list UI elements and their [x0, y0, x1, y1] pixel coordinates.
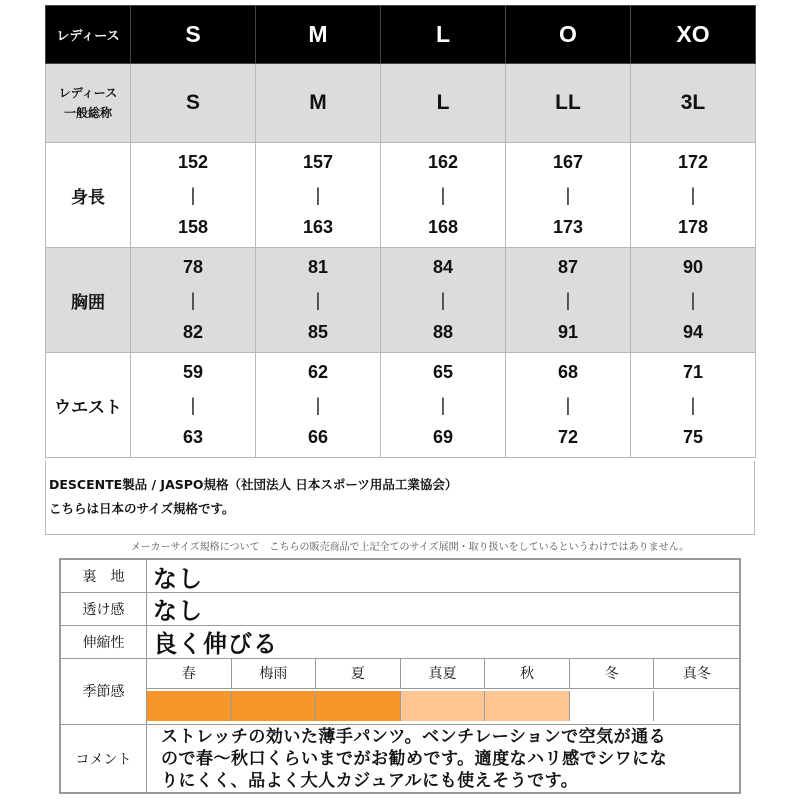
jaspo-note: DESCENTE製品 / JASPO規格（社団法人 日本スポーツ用品工業協会） — [49, 477, 458, 492]
season-level-bar — [147, 691, 232, 721]
height-range: 172 | 178 — [677, 152, 709, 237]
season-level-bar — [232, 691, 317, 721]
height-range: 152 | 158 — [177, 152, 209, 237]
lining-label: 裏 地 — [61, 560, 147, 592]
waist-row — [46, 353, 756, 458]
sheer-row — [61, 592, 739, 626]
season-level-bar — [570, 691, 655, 721]
season-label: 季節感 — [61, 658, 147, 724]
waist-label: ウエスト — [46, 353, 131, 458]
size-header-row — [46, 6, 756, 64]
height-label: 身長 — [46, 143, 131, 248]
season-level-bar — [401, 691, 486, 721]
comment-row — [61, 724, 739, 794]
comment-label: コメント — [61, 724, 147, 794]
general-size-cell: S — [131, 64, 256, 143]
height-row — [46, 143, 756, 248]
season-name: 真冬 — [654, 658, 739, 689]
waist-range: 62 | 66 — [307, 362, 329, 447]
maker-size-disclaimer: メーカーサイズ規格について こちらの販売商品で上記全てのサイズ展開・取り扱いをしているというわけではありません。 — [130, 542, 690, 553]
season-name: 春 — [147, 658, 232, 689]
general-size-row — [46, 64, 756, 143]
general-size-cell: L — [381, 64, 506, 143]
season-grid — [147, 658, 739, 724]
general-size-cell: LL — [506, 64, 631, 143]
season-name: 冬 — [570, 658, 655, 689]
chest-range: 81 | 85 — [307, 257, 329, 342]
waist-range: 71 | 75 — [682, 362, 704, 447]
chest-range: 78 | 82 — [182, 257, 204, 342]
chest-range: 87 | 91 — [557, 257, 579, 342]
chest-range: 90 | 94 — [682, 257, 704, 342]
comment-text — [161, 726, 737, 792]
general-label-line2: 一般総称 — [63, 106, 112, 120]
stretch-label: 伸縮性 — [61, 625, 147, 658]
season-name: 秋 — [485, 658, 570, 689]
sheer-label: 透け感 — [61, 592, 147, 625]
sheer-value: なし — [153, 597, 203, 625]
size-l: L — [381, 6, 506, 64]
chest-range: 84 | 88 — [432, 257, 454, 342]
japan-size-note: こちらは日本のサイズ規格です。 — [49, 501, 235, 516]
season-row — [61, 658, 739, 725]
general-label-line1: レディース — [58, 86, 118, 100]
chest-row — [46, 248, 756, 353]
lining-value: なし — [153, 564, 203, 593]
general-size-cell: 3L — [631, 64, 756, 143]
height-range: 162 | 168 — [427, 152, 459, 237]
stretch-row — [61, 625, 739, 659]
waist-range: 59 | 63 — [182, 362, 204, 447]
comment-line: りにくく、品よく大人カジュアルにも使えそうです。 — [161, 771, 579, 791]
height-range: 167 | 173 — [552, 152, 584, 237]
season-name: 真夏 — [401, 658, 486, 689]
comment-line: ストレッチの効いた薄手パンツ。ベンチレーションで空気が通る — [161, 727, 667, 747]
waist-range: 65 | 69 — [432, 362, 454, 447]
comment-line: ので春〜秋口くらいまでがお勧めです。適度なハリ感でシワにな — [161, 749, 668, 769]
size-header-label: レディース — [46, 6, 131, 64]
size-standard-note — [45, 461, 755, 535]
season-name: 夏 — [316, 658, 401, 689]
size-chart-table — [45, 5, 756, 458]
size-s: S — [131, 6, 256, 64]
lining-row — [61, 560, 739, 593]
size-o: O — [506, 6, 631, 64]
size-m: M — [256, 6, 381, 64]
season-name: 梅雨 — [232, 658, 317, 689]
size-xo: XO — [631, 6, 756, 64]
stretch-value: 良く伸びる — [153, 630, 278, 658]
product-attributes-table — [59, 558, 741, 794]
waist-range: 68 | 72 — [557, 362, 579, 447]
season-level-bar — [654, 691, 739, 721]
chest-label: 胸囲 — [46, 248, 131, 353]
general-size-label — [46, 64, 131, 143]
height-range: 157 | 163 — [302, 152, 334, 237]
season-level-bar — [485, 691, 570, 721]
general-size-cell: M — [256, 64, 381, 143]
season-level-bar — [316, 691, 401, 721]
